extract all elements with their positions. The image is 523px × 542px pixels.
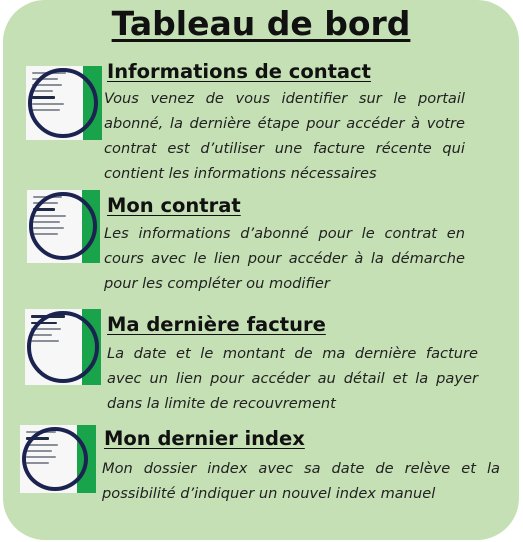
dashboard-card [3, 0, 519, 540]
page-title: Tableau de bord [111, 4, 411, 43]
invoice-thumbnail-icon [25, 309, 101, 385]
section-title-index: Mon dernier index [104, 427, 305, 450]
index-thumbnail-icon [20, 425, 96, 493]
section-text-contract: Les informations d’abonné pour le contrat en cours avec le lien pour accéder à la démarche pour les compléter ou modifier [104, 225, 465, 292]
section-text-contact: Vous venez de vous identifier sur le portail abonné, la dernière étape pour accéder à votre contrat est d’utiliser une facture récente qui contient les informations nécessaires [104, 90, 465, 182]
contract-thumbnail-icon [27, 190, 100, 263]
section-text-invoice: La date et le montant de ma dernière facture avec un lien pour accéder au détail et la payer dans la limite de recouvrement [107, 345, 478, 412]
section-title-contract: Mon contrat [107, 194, 241, 217]
section-text-index: Mon dossier index avec sa date de relève et la possibilité d’indiquer un nouvel index manuel [102, 460, 500, 502]
section-title-contact: Informations de contact [107, 60, 371, 83]
section-title-invoice: Ma dernière facture [107, 313, 326, 336]
contact-thumbnail-icon [26, 66, 102, 140]
